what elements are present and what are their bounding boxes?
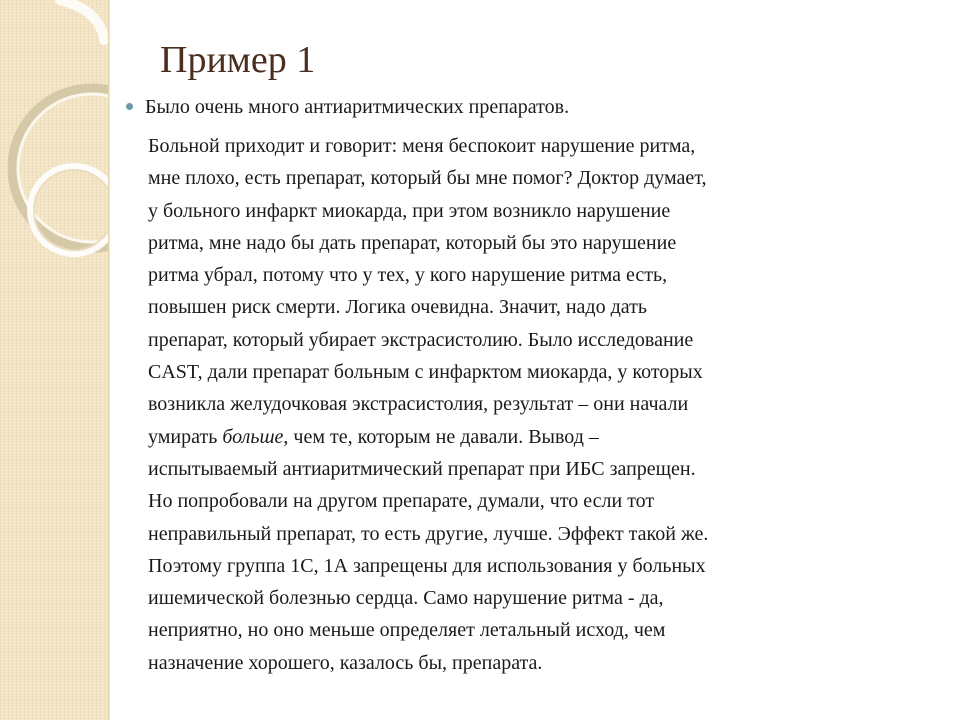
body-line: неприятно, но оно меньше определяет летальный исход, чем <box>148 619 666 642</box>
body-line <box>148 421 948 453</box>
bullet-item <box>126 94 926 120</box>
body-line: у больного инфаркт миокарда, при этом возникло нарушение <box>148 199 671 222</box>
body-line: мне плохо, есть препарат, который бы мне помог? Доктор думает, <box>148 167 707 190</box>
emphasis-text: больше <box>222 425 284 448</box>
body-line: повышен риск смерти. Логика очевидна. Значит, надо дать <box>148 296 647 319</box>
decorative-circles-graphic <box>0 0 110 720</box>
body-line: назначение хорошего, казалось бы, препарата. <box>148 651 543 674</box>
body-line: возникла желудочковая экстрасистолия, результат – они начали <box>148 393 689 416</box>
body-paragraph <box>148 130 948 679</box>
body-line-start: умирать <box>148 425 223 448</box>
slide-title: Пример 1 <box>160 39 316 81</box>
body-line: Поэтому группа 1С, 1А запрещены для использования у больных <box>148 554 706 577</box>
body-line: препарат, который убирает экстрасистолию. Было исследование <box>148 328 694 351</box>
body-line: Больной приходит и говорит: меня беспокоит нарушение ритма, <box>148 135 696 157</box>
bullet-text: Было очень много антиаритмических препаратов. <box>145 96 570 118</box>
body-line-end: , чем те, которым не давали. Вывод – <box>283 425 599 448</box>
body-line: ишемической болезнью сердца. Само нарушение ритма - да, <box>148 587 664 610</box>
body-line: ритма, мне надо бы дать препарат, который бы это нарушение <box>148 231 677 254</box>
body-line: неправильный препарат, то есть другие, лучше. Эффект такой же. <box>148 522 709 545</box>
side-panel-edge <box>108 0 110 720</box>
bullet-dot-icon <box>126 103 133 110</box>
decorative-side-panel <box>0 0 110 720</box>
body-line: CAST, дали препарат больным с инфарктом миокарда, у которых <box>148 361 703 384</box>
body-line: Но попробовали на другом препарате, думали, что если тот <box>148 490 655 513</box>
body-line: испытываемый антиаритмический препарат при ИБС запрещен. <box>148 457 696 480</box>
body-line: ритма убрал, потому что у тех, у кого нарушение ритма есть, <box>148 264 668 287</box>
